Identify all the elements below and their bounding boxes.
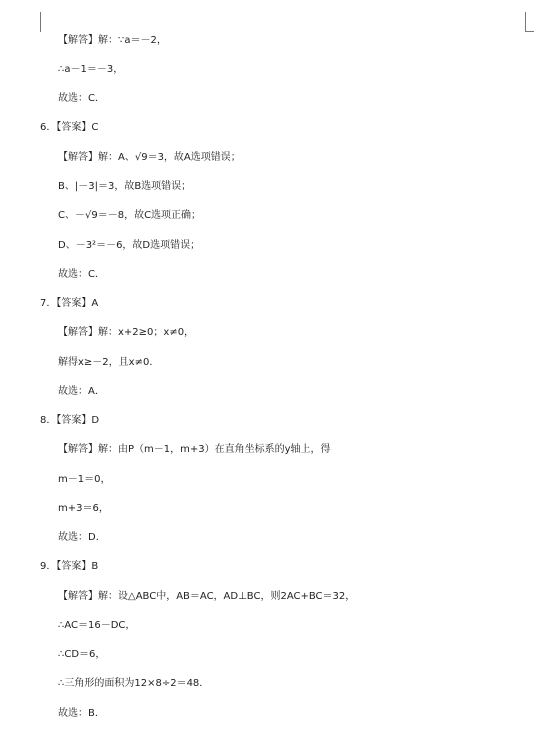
margin-corner-mark-right-horizontal: [525, 31, 534, 32]
question-9-heading: 9．【答案】B: [40, 561, 99, 572]
question-6-heading: 6．【答案】C: [40, 122, 99, 133]
margin-corner-mark-left: [40, 12, 41, 32]
answer-line: 解得x≥－2，且x≠0．: [58, 357, 160, 368]
answer-line: 故选：C．: [58, 93, 105, 104]
answer-line: ∴CD＝6，: [58, 649, 106, 660]
answer-line: 故选：B．: [58, 708, 105, 719]
answer-line: 故选：C．: [58, 269, 105, 280]
answer-line: 故选：D．: [58, 532, 106, 543]
answer-line: 【解答】解：设△ABC中，AB＝AC，AD⊥BC，则2AC+BC＝32，: [58, 591, 356, 602]
margin-corner-mark-right: [525, 12, 526, 32]
answer-line: 【解答】解：∵a＝－2，: [58, 35, 167, 46]
answer-line: m+3＝6，: [58, 503, 109, 514]
answer-line: 【解答】解：A、√9＝3，故A选项错误；: [58, 152, 241, 163]
answer-line: ∴三角形的面积为12×8÷2＝48．: [58, 678, 210, 689]
question-8-heading: 8．【答案】D: [40, 415, 100, 426]
answer-line: ∴a－1＝－3，: [58, 64, 124, 75]
answer-line: m－1＝0，: [58, 474, 111, 485]
question-7-heading: 7．【答案】A: [40, 298, 99, 309]
answer-line: 【解答】解：由P（m－1，m+3）在直角坐标系的y轴上，得: [58, 444, 331, 455]
answer-line: 【解答】解：x+2≥0；x≠0，: [58, 327, 195, 338]
answer-line: 故选：A．: [58, 386, 105, 397]
answer-line: D、－3²＝－6，故D选项错误；: [58, 240, 201, 251]
answer-line: ∴AC＝16－DC，: [58, 620, 136, 631]
answer-line: C、－√9＝－8，故C选项正确；: [58, 210, 202, 221]
answer-line: B、|－3|＝3，故B选项错误；: [58, 181, 192, 192]
